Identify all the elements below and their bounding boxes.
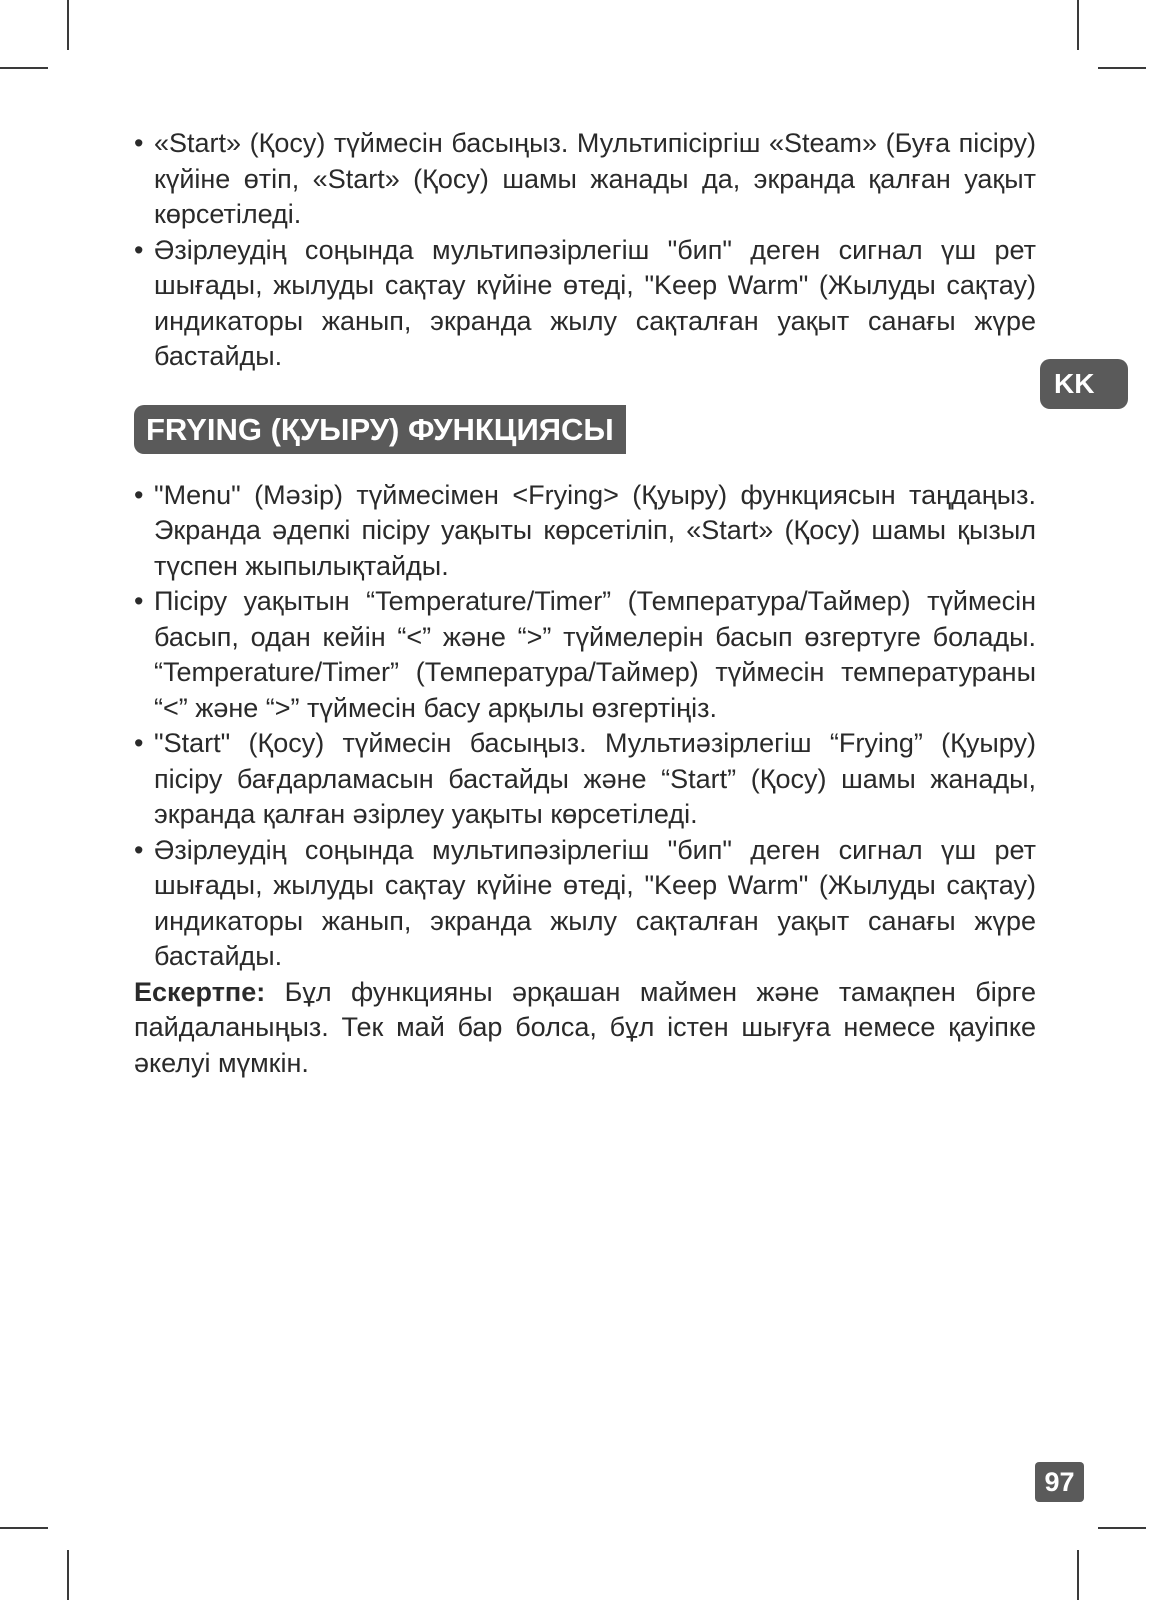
note-label: Ескертпе:	[134, 976, 266, 1007]
frying-bullet-list	[134, 478, 1036, 975]
page-content	[134, 126, 1036, 1081]
note-text: Бұл функцияны әрқашан маймен және тамақпен бірге пайдаланыңыз. Тек май бар болса, бұл істен шығуға немесе қауіпке әкелуі мүмкін.	[134, 976, 1036, 1078]
crop-mark-top-right-horizontal	[1098, 67, 1146, 69]
crop-mark-top-left-horizontal	[0, 67, 48, 69]
crop-mark-bottom-left-horizontal	[0, 1527, 48, 1529]
crop-mark-bottom-right-horizontal	[1098, 1527, 1146, 1529]
crop-mark-bottom-left-vertical	[67, 1550, 69, 1600]
crop-mark-top-left-vertical	[67, 0, 69, 50]
note-paragraph	[134, 975, 1036, 1082]
crop-mark-top-right-vertical	[1077, 0, 1079, 50]
crop-mark-bottom-right-vertical	[1077, 1550, 1079, 1600]
list-item: • Пісіру уақытын “Temperature/Timer” (Температура/Таймер) түймесін басып, одан кейін “<” және “>” түймелерін басып өзгертуге болады. “Temperature/Timer” (Температура/Таймер) түймесін температураны “<” және “>” түймесін басу арқылы өзгертіңіз.	[134, 584, 1036, 726]
page-number: 97	[1035, 1462, 1084, 1502]
list-item: • "Start" (Қосу) түймесін басыңыз. Мультиәзірлегіш “Frying” (Қуыру) пісіру бағдарламасын бастайды және “Start” (Қосу) шамы жанады, экранда қалған әзірлеу уақыты көрсетіледі.	[134, 726, 1036, 833]
list-item: • «Start» (Қосу) түймесін басыңыз. Мультипісіргіш «Steam» (Буға пісіру) күйіне өтіп, «Start» (Қосу) шамы жанады да, экранда қалған уақыт көрсетіледі.	[134, 126, 1036, 233]
list-item: • Әзірлеудің соңында мультипәзірлегіш "бип" деген сигнал үш рет шығады, жылуды сақтау күйіне өтеді, "Keep Warm" (Жылуды сақтау) индикаторы жанып, экранда жылу сақталған уақыт санағы жүре бастайды.	[134, 233, 1036, 375]
list-item: • Әзірлеудің соңында мультипәзірлегіш "бип" деген сигнал үш рет шығады, жылуды сақтау күйіне өтеді, "Keep Warm" (Жылуды сақтау) индикаторы жанып, экранда жылу сақталған уақыт санағы жүре бастайды.	[134, 833, 1036, 975]
language-tab: KK	[1040, 359, 1128, 409]
section-heading: FRYING (ҚУЫРУ) ФУНКЦИЯСЫ	[134, 405, 626, 454]
intro-bullet-list	[134, 126, 1036, 375]
list-item: • "Menu" (Мәзір) түймесімен <Frying> (Қуыру) функциясын таңдаңыз. Экранда әдепкі пісіру уақыты көрсетіліп, «Start» (Қосу) шамы қызыл түспен жыпылықтайды.	[134, 478, 1036, 585]
